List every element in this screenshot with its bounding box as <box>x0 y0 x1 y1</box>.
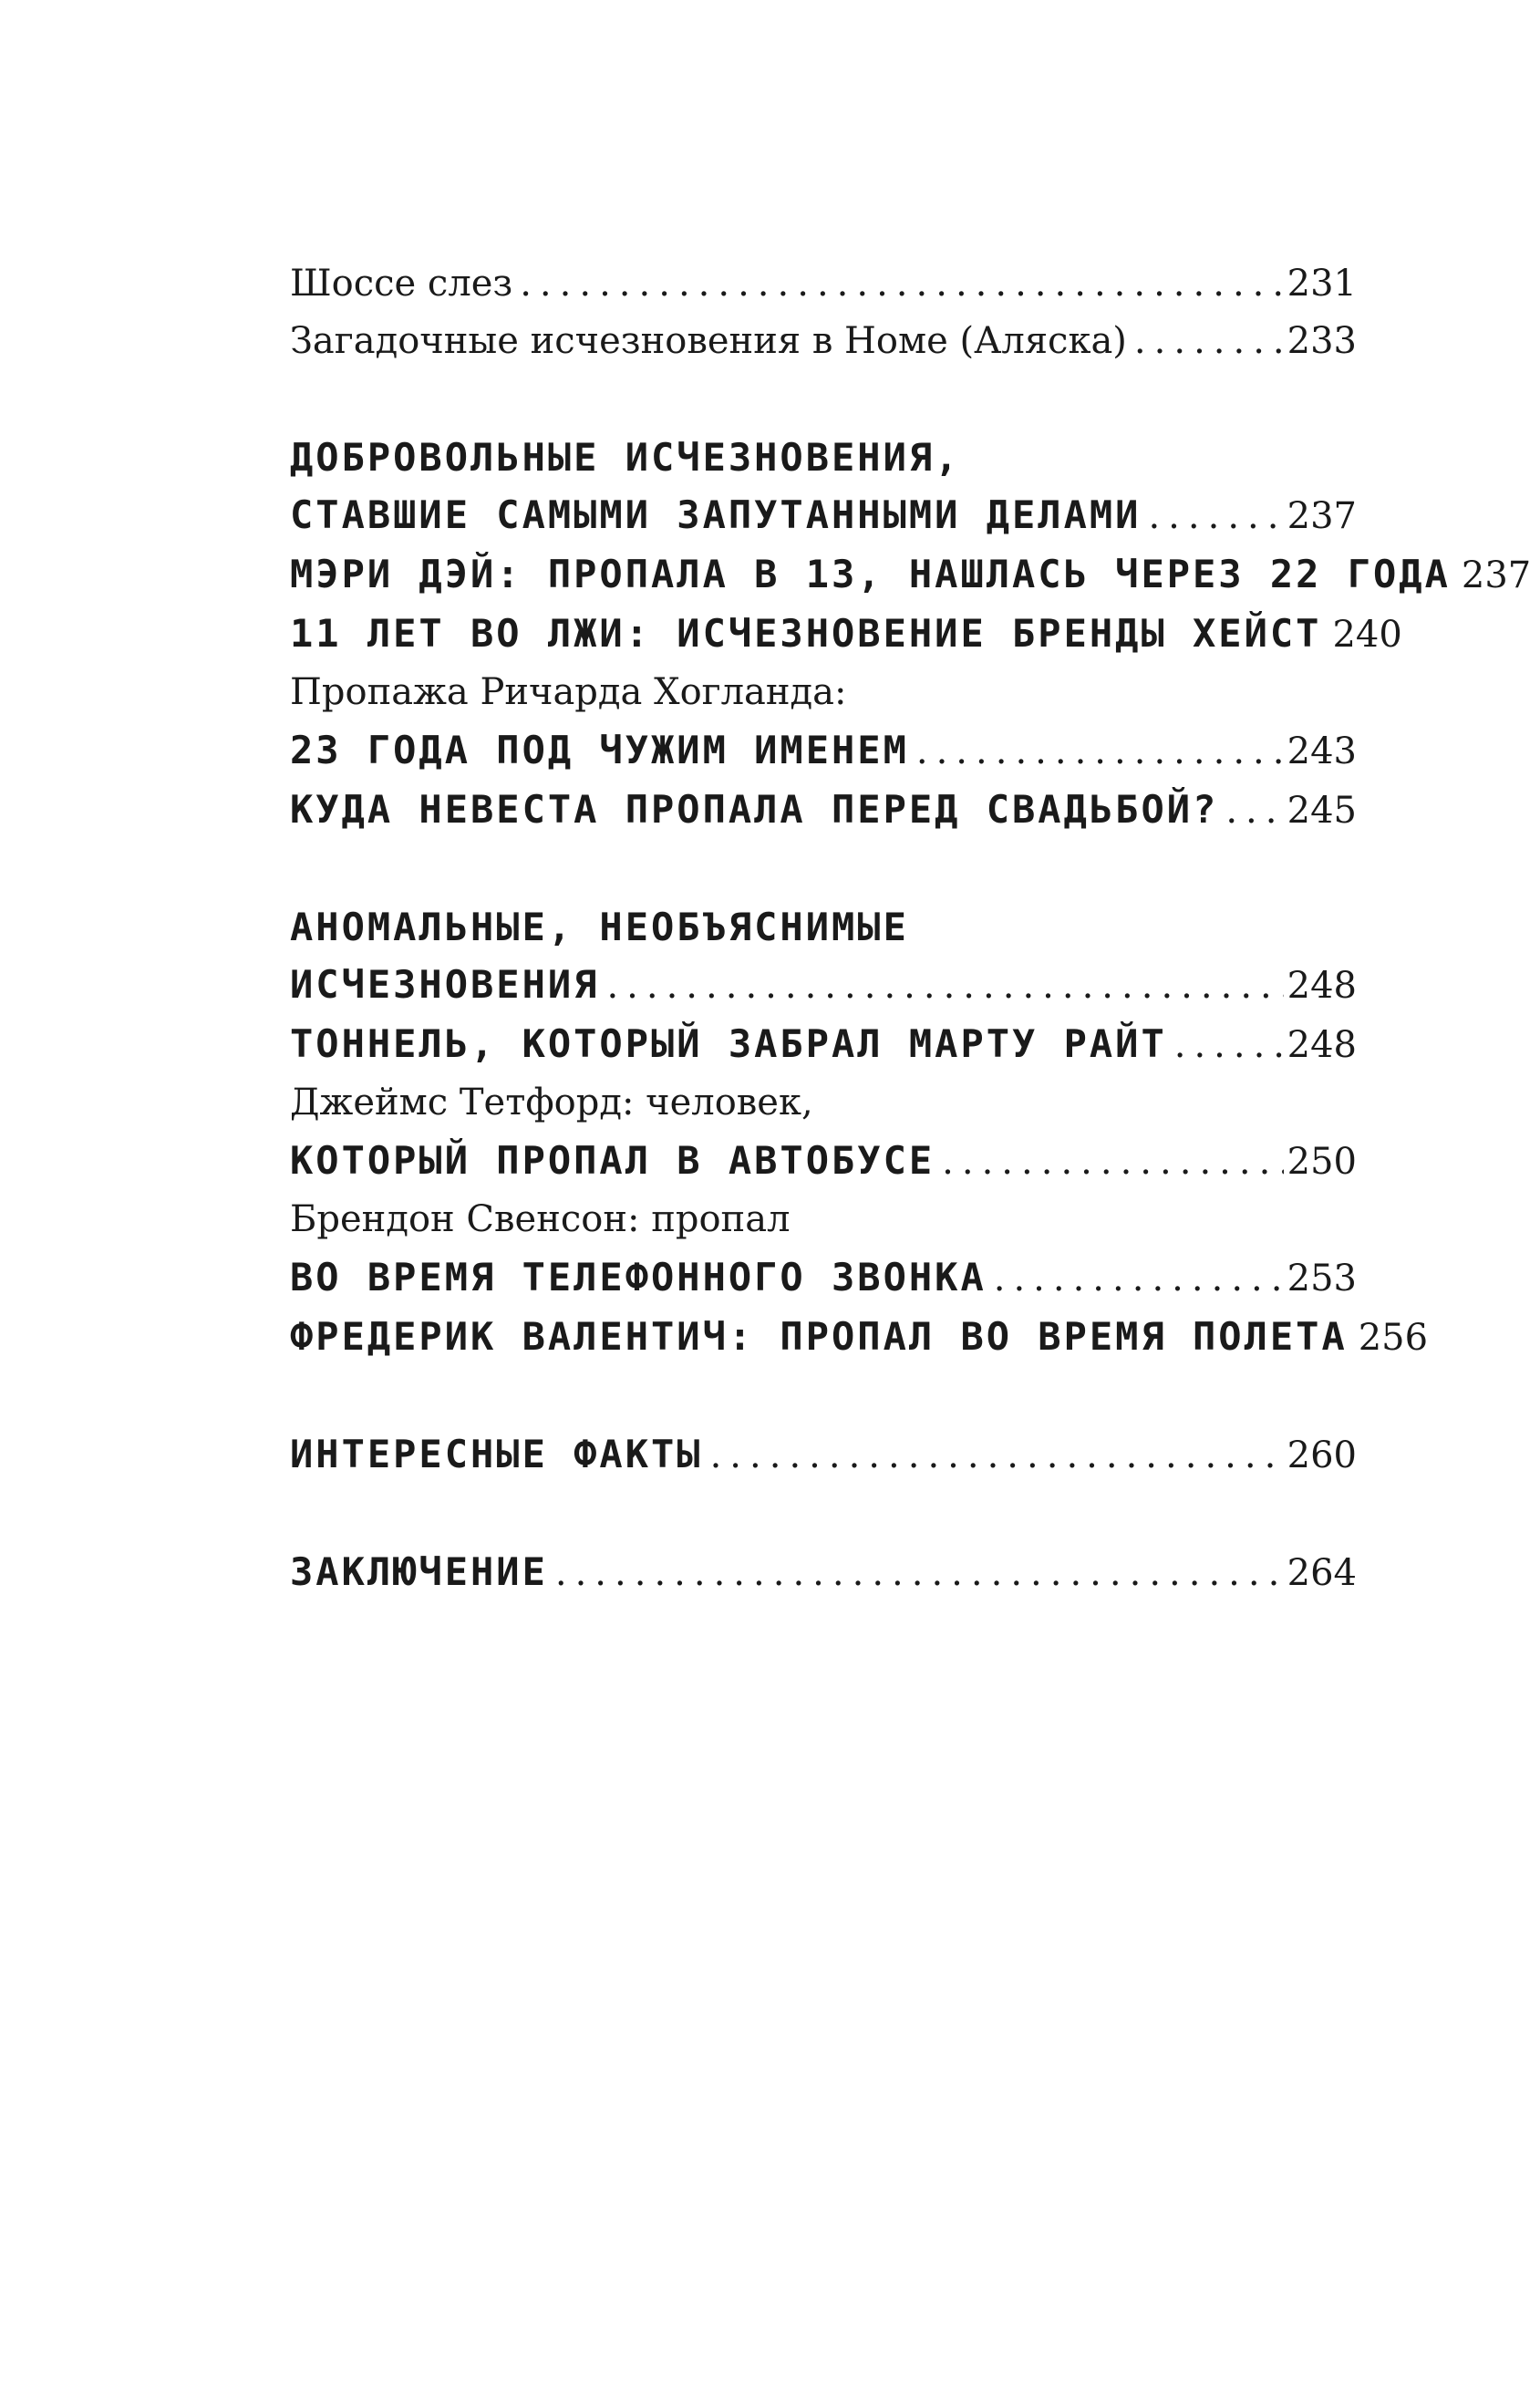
toc-entry[interactable] <box>290 255 1357 313</box>
dot-leader <box>1225 782 1283 840</box>
toc-entry[interactable] <box>290 721 1357 781</box>
toc-entry[interactable] <box>290 1132 1357 1191</box>
toc-entry[interactable] <box>290 1015 1357 1074</box>
toc-entry-page: 240 <box>1332 614 1402 656</box>
section-heading-entry[interactable] <box>290 1543 1357 1602</box>
toc-entry-page: 253 <box>1287 1258 1357 1300</box>
toc-entry-title: МЭРИ ДЭЙ: ПРОПАЛА В 13, НАШЛАСЬ ЧЕРЕЗ 22 ГОДА <box>290 552 1451 596</box>
toc-entry-title: Шоссе слез <box>290 263 513 305</box>
toc-entry-page: 256 <box>1358 1317 1429 1359</box>
toc-entry[interactable] <box>290 781 1357 840</box>
toc-entry-title: 23 ГОДА ПОД ЧУЖИМ ИМЕНЕМ <box>290 728 909 772</box>
toc-entry-title: ТОННЕЛЬ, КОТОРЫЙ ЗАБРАЛ МАРТУ РАЙТ <box>290 1021 1167 1066</box>
toc-entry[interactable] <box>290 605 1402 664</box>
toc-entry-title: КОТОРЫЙ ПРОПАЛ В АВТОБУСЕ <box>290 1138 935 1183</box>
toc-entry-page: 248 <box>1287 965 1357 1007</box>
toc-entry-page: 233 <box>1287 320 1357 362</box>
toc-section-voluntary <box>290 429 1532 840</box>
section-heading-entry[interactable] <box>290 1425 1357 1485</box>
toc-entry-page: 260 <box>1287 1434 1357 1476</box>
toc-section-anomalous <box>290 898 1429 1367</box>
toc-entry-title: 11 ЛЕТ ВО ЛЖИ: ИСЧЕЗНОВЕНИЕ БРЕНДЫ ХЕЙСТ <box>290 611 1322 656</box>
toc-entry-page: 248 <box>1287 1024 1357 1066</box>
dot-leader <box>994 1250 1284 1308</box>
dot-leader <box>710 1427 1284 1485</box>
toc-entry-page: 243 <box>1287 730 1357 772</box>
dot-leader <box>1148 488 1283 545</box>
toc-entry-page: 245 <box>1287 790 1357 832</box>
toc-entry-page: 250 <box>1287 1141 1357 1183</box>
toc-entry[interactable] <box>290 1308 1429 1367</box>
dot-leader <box>1174 1017 1284 1074</box>
toc-entry-page: 237 <box>1287 495 1357 537</box>
section-heading-entry[interactable] <box>290 956 1357 1015</box>
toc-entry[interactable] <box>290 545 1532 605</box>
toc-entry-title-line[interactable]: Пропажа Ричарда Хогланда: <box>290 671 847 713</box>
dot-leader <box>942 1134 1283 1191</box>
dot-leader <box>1134 313 1284 370</box>
toc-entry[interactable] <box>290 313 1357 370</box>
section-heading-line: АНОМАЛЬНЫЕ, НЕОБЪЯСНИМЫЕ <box>290 905 909 949</box>
section-heading: ЗАКЛЮЧЕНИЕ <box>290 1549 548 1594</box>
section-heading: ИНТЕРЕСНЫЕ ФАКТЫ <box>290 1432 703 1476</box>
toc-entry-title: Загадочные исчезновения в Номе (Аляска) <box>290 320 1127 362</box>
dot-leader <box>606 958 1283 1015</box>
toc-entry-title: КУДА НЕВЕСТА ПРОПАЛА ПЕРЕД СВАДЬБОЙ? <box>290 787 1219 832</box>
toc-entry-title-line[interactable]: Брендон Свенсон: пропал <box>290 1198 791 1240</box>
toc-entry[interactable] <box>290 1248 1357 1308</box>
dot-leader <box>520 255 1283 313</box>
dot-leader <box>555 1545 1284 1602</box>
toc-entry-title: ВО ВРЕМЯ ТЕЛЕФОННОГО ЗВОНКА <box>290 1255 987 1300</box>
section-heading-line: ИСЧЕЗНОВЕНИЯ <box>290 962 600 1007</box>
table-of-contents <box>290 255 1532 1602</box>
toc-entry-title-line[interactable]: Джеймс Тетфорд: человек, <box>290 1082 813 1124</box>
toc-entry-page: 237 <box>1461 554 1532 596</box>
toc-entry-page: 231 <box>1287 263 1357 305</box>
toc-entry-page: 264 <box>1287 1552 1357 1594</box>
section-heading-entry[interactable] <box>290 486 1357 545</box>
dot-leader <box>916 723 1284 781</box>
toc-section-facts <box>290 1425 1357 1485</box>
section-heading-line: ДОБРОВОЛЬНЫЕ ИСЧЕЗНОВЕНИЯ, <box>290 435 961 480</box>
toc-section-conclusion <box>290 1543 1357 1602</box>
section-heading-line: СТАВШИЕ САМЫМИ ЗАПУТАННЫМИ ДЕЛАМИ <box>290 492 1142 537</box>
toc-entry-title: ФРЕДЕРИК ВАЛЕНТИЧ: ПРОПАЛ ВО ВРЕМЯ ПОЛЕТА <box>290 1314 1348 1359</box>
